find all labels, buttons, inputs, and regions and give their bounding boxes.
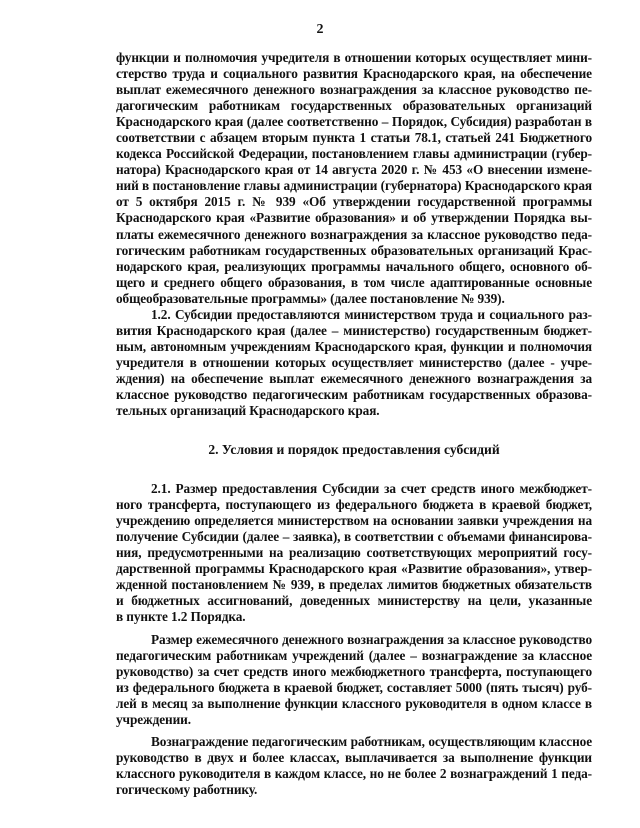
text-line: в пункте 1.2 Порядка.: [116, 609, 246, 625]
paragraph-1: [116, 50, 592, 307]
text-line: учреждении.: [116, 711, 191, 727]
text-line: ного трансферта, поступающего из федерального бюджета в краевой бюджет,: [116, 497, 592, 513]
text-line: выплат ежемесячного денежного вознаграждения за классное руководство пе-: [116, 82, 592, 98]
text-line: и бюджетных ассигнований, доведенных министерству на цели, указанные: [116, 593, 592, 609]
text-line: жденной постановлением № 939, в пределах лимитов бюджетных обязательств: [116, 577, 592, 593]
paragraph-reward-size: [116, 632, 592, 728]
text-line: Размер ежемесячного денежного вознаграждения за классное руководство: [151, 631, 592, 647]
text-line: ждения) на обеспечение выплат ежемесячного денежного вознаграждения за: [116, 370, 592, 386]
text-line: гогическим работникам государственных образовательных организаций Крас-: [116, 242, 592, 258]
text-line: руководство в двух и более классах, выплачивается за выполнение функции: [116, 749, 592, 765]
text-line: дарственной программы Краснодарского края «Развитие образования», утвер-: [116, 561, 592, 577]
text-line: педагогическим работникам учреждений (далее – вознаграждение за классное: [116, 647, 592, 663]
text-line: функции и полномочия учредителя в отношении которых осуществляет мини-: [116, 50, 592, 65]
spacer: [116, 458, 592, 481]
text-line: ным, автономным учреждениям Краснодарского края, функции и полномочия: [116, 338, 592, 354]
text-line: натора) Краснодарского края от 14 августа 2020 г. № 453 «О внесении измене-: [116, 162, 592, 178]
text-line: Вознаграждение педагогическим работникам, осуществляющим классное: [151, 733, 592, 749]
text-line: учреждению определяется министерством на основании заявки учреждения на: [116, 513, 592, 529]
section-heading: 2. Условия и порядок предоставления субсидий: [208, 442, 500, 458]
text-line: получение Субсидии (далее – заявка), в соответствии с объемами финансирова-: [116, 529, 592, 545]
text-line: из федерального бюджета в краевой бюджет, составляет 5000 (пять тысяч) руб-: [116, 679, 592, 695]
page-number: 2: [316, 22, 324, 37]
text-line: тельных организаций Краснодарского края.: [116, 403, 380, 419]
text-line: Краснодарского края (далее соответственно – Порядок, Субсидия) разработан в: [116, 114, 592, 130]
text-line: 1.2. Субсидии предоставляются министерством труда и социального раз-: [151, 306, 592, 322]
text-line: общеобразовательные программы» (далее постановление № 939).: [116, 290, 505, 306]
paragraph-reward-multiple: [116, 734, 592, 798]
text-line: учредителя в отношении которых осуществляет министерство (далее - учре-: [116, 354, 592, 370]
text-line: нодарского края, реализующих программы начального общего, основного об-: [116, 258, 592, 274]
text-line: руководство) за счет средств иного межбюджетного трансферта, поступающего: [116, 663, 592, 679]
text-line: дагогическим работникам государственных образовательных организаций: [116, 98, 592, 114]
text-line: 2.1. Размер предоставления Субсидии за счет средств иного межбюджет-: [151, 481, 592, 497]
text-line: соответствии с абзацем вторым пункта 1 статьи 78.1, статьей 241 Бюджетного: [116, 130, 592, 146]
text-line: щего и среднего общего образования, в том числе адаптированные основные: [116, 274, 592, 290]
text-line: ний в постановление главы администрации (губернатора) Краснодарского края: [116, 178, 592, 194]
text-line: вития Краснодарского края (далее – министерство) государственным бюджет-: [116, 322, 592, 338]
text-line: кодекса Российской Федерации, постановлением главы администрации (губер-: [116, 146, 592, 162]
text-line: стерство труда и социального развития Краснодарского края, на обеспечение: [116, 66, 592, 82]
spacer: [116, 419, 592, 442]
paragraph-1-2: [116, 307, 592, 419]
text-line: платы ежемесячного денежного вознаграждения за классное руководство педа-: [116, 226, 592, 242]
document-body: [116, 50, 592, 798]
text-line: классное руководство педагогическим работникам государственных образова-: [116, 386, 592, 402]
text-line: лей в месяц за выполнение функции классного руководителя в одном классе в: [116, 695, 592, 711]
text-line: от 5 октября 2015 г. № 939 «Об утверждении государственной программы: [116, 194, 592, 210]
text-line: гогическому работнику.: [116, 781, 258, 797]
text-line: ния, предусмотренными на реализацию соответствующих мероприятий госу-: [116, 545, 592, 561]
text-line: Краснодарского края «Развитие образования» и об утверждении Порядка вы-: [116, 210, 592, 226]
text-line: классного руководителя в каждом классе, но не более 2 вознаграждений 1 педа-: [116, 765, 592, 781]
paragraph-2-1: [116, 481, 592, 625]
